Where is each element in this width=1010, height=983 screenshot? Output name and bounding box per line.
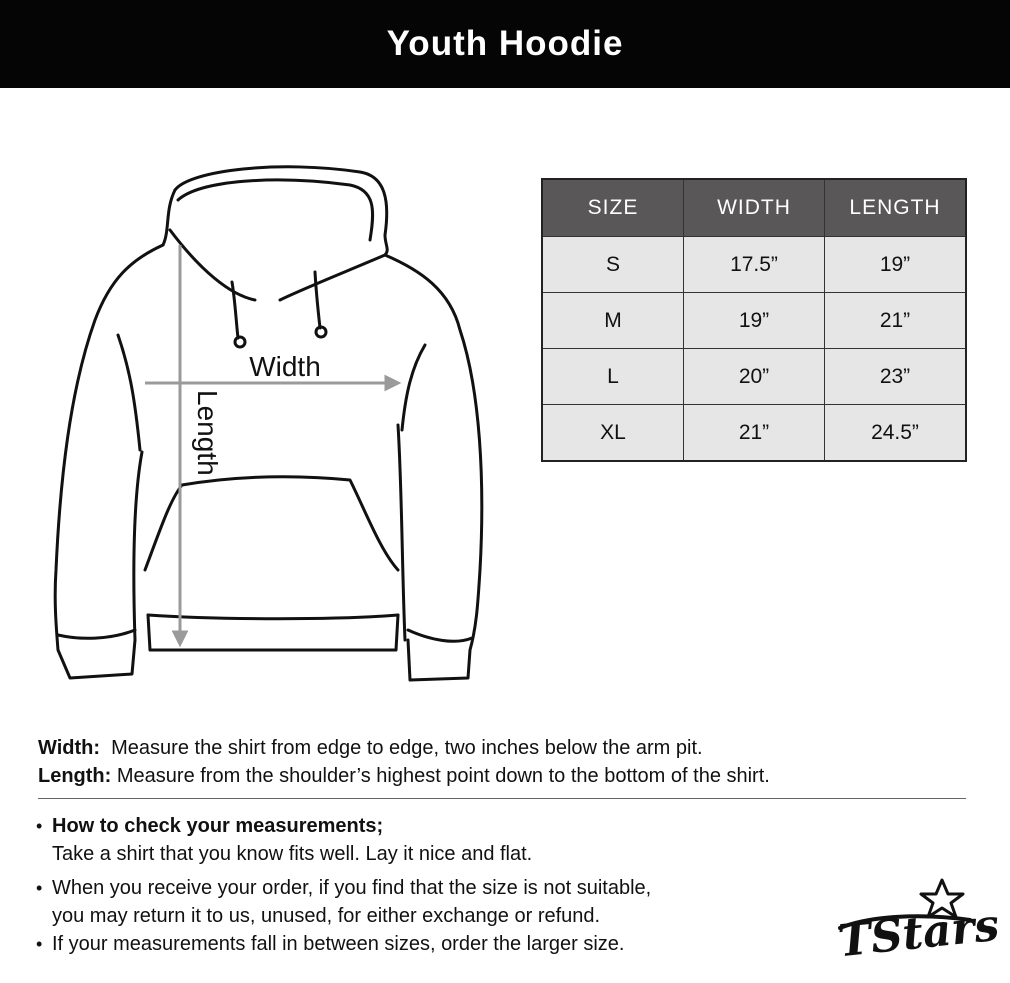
hoodie-illustration [40,150,510,700]
list-item [36,812,836,868]
divider [38,798,966,799]
width-cell: 17.5” [684,237,825,293]
width-cell: 19” [684,293,825,349]
length-cell: 24.5” [825,405,967,462]
width-label: Width [249,351,321,382]
bullet-icon: • [36,878,43,898]
header-width: WIDTH [684,179,825,237]
hoodie-diagram [40,150,510,700]
width-description [38,734,978,762]
width-term: Width: [38,737,101,759]
length-cell: 19” [825,237,967,293]
between-text: If your measurements fall in between sizes, order the larger size. [52,933,625,955]
length-cell: 21” [825,293,967,349]
page-header [0,0,1010,88]
brand-logo [830,878,1002,973]
size-cell: XL [542,405,684,462]
table-row [542,349,966,405]
width-text: Measure the shirt from edge to edge, two inches below the arm pit. [111,737,703,759]
measurement-descriptions [38,734,978,790]
width-cell: 21” [684,405,825,462]
table-row [542,405,966,462]
logo-text: TStars [835,899,1002,968]
return-line-2: you may return it to us, unused, for either exchange or refund. [52,905,601,927]
length-cell: 23” [825,349,967,405]
check-title: How to check your measurements; [52,815,384,837]
notes-list [36,812,836,964]
size-cell: M [542,293,684,349]
table-row [542,293,966,349]
check-text: Take a shirt that you know fits well. Lay it nice and flat. [52,843,533,865]
header-size: SIZE [542,179,684,237]
size-cell: S [542,237,684,293]
length-text: Measure from the shoulder’s highest point down to the bottom of the shirt. [116,765,770,787]
bullet-icon: • [36,816,43,836]
length-term: Length: [38,765,112,787]
table-row [542,237,966,293]
width-cell: 20” [684,349,825,405]
list-item [36,930,836,958]
return-line-1: When you receive your order, if you find that the size is not suitable, [52,877,652,899]
bullet-icon: • [36,934,43,954]
length-label: Length [192,390,223,476]
size-chart-table [541,178,967,462]
header-length: LENGTH [825,179,967,237]
size-cell: L [542,349,684,405]
length-description [38,762,978,790]
table-header-row [542,179,966,237]
page-title: Youth Hoodie [386,24,624,63]
list-item [36,874,836,930]
